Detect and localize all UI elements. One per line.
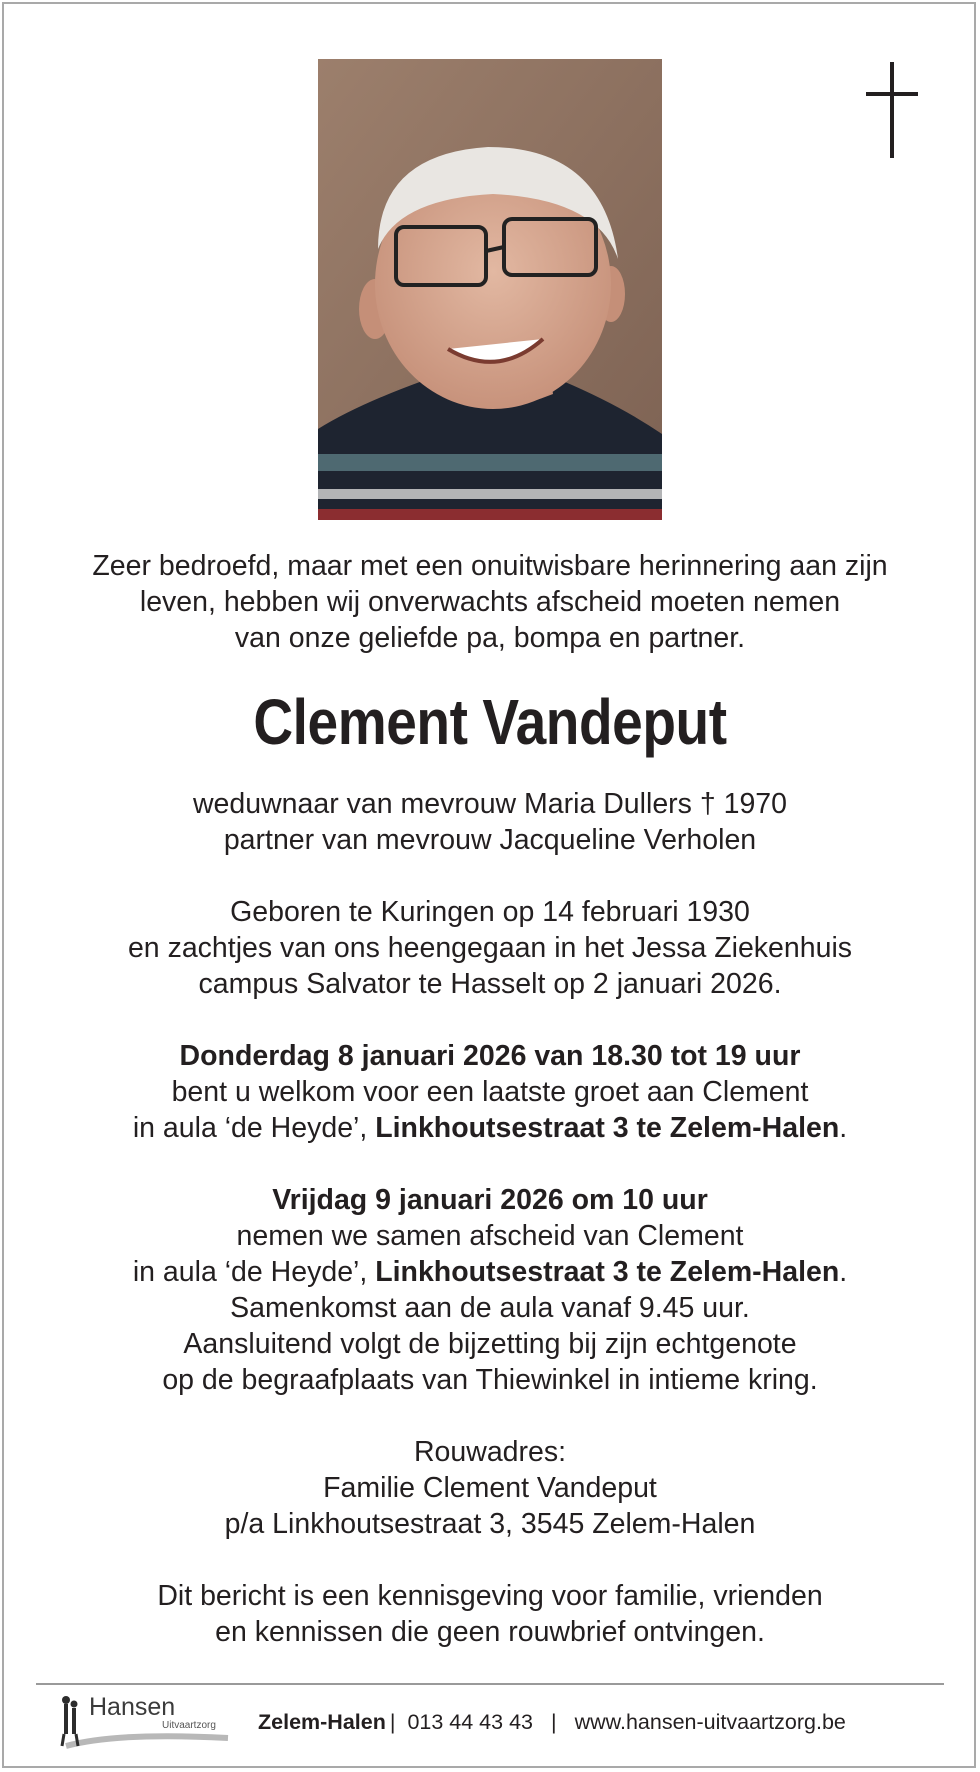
birth-death-line: Geboren te Kuringen op 14 februari 1930 xyxy=(230,896,750,928)
ceremony-line: Aansluitend volgt de bijzetting bij zijn echtgenote xyxy=(183,1328,797,1360)
address-line: p/a Linkhoutsestraat 3, 3545 Zelem-Halen xyxy=(224,1508,756,1540)
footer xyxy=(58,1686,938,1756)
ceremony-location: in aula ‘de Heyde’, Linkhoutsestraat 3 te Zelem-Halen. xyxy=(132,1256,848,1288)
visitation-location: in aula ‘de Heyde’, Linkhoutsestraat 3 te Zelem-Halen. xyxy=(132,1112,848,1144)
portrait-photo xyxy=(318,59,662,520)
footer-divider xyxy=(36,1683,944,1685)
relation-line: weduwnaar van mevrouw Maria Dullers † 1970 xyxy=(192,788,788,820)
visitation-line: bent u welkom voor een laatste groet aan Clement xyxy=(171,1076,809,1108)
intro-line: van onze geliefde pa, bompa en partner. xyxy=(234,622,746,654)
footer-contact xyxy=(258,1710,846,1735)
visitation-date: Donderdag 8 januari 2026 van 18.30 tot 19 uur xyxy=(179,1040,801,1072)
notice-line: en kennissen die geen rouwbrief ontvingen. xyxy=(215,1616,765,1648)
birth-death-line: en zachtjes van ons heengegaan in het Jessa Ziekenhuis xyxy=(127,932,853,964)
logo-name: Hansen xyxy=(89,1693,176,1721)
ceremony-line: Samenkomst aan de aula vanaf 9.45 uur. xyxy=(230,1292,750,1324)
birth-death-line: campus Salvator te Hasselt op 2 januari 2026. xyxy=(198,968,782,1000)
address-line: Rouwadres: xyxy=(413,1436,567,1468)
obituary-text xyxy=(20,548,960,1650)
ceremony-line: nemen we samen afscheid van Clement xyxy=(236,1220,744,1252)
ceremony-line: op de begraafplaats van Thiewinkel in intieme kring. xyxy=(162,1364,818,1396)
intro-line: leven, hebben wij onverwachts afscheid moeten nemen xyxy=(139,586,841,618)
deceased-name: Clement Vandeput xyxy=(253,686,727,758)
footer-separator: | xyxy=(551,1710,557,1734)
cross-icon xyxy=(862,62,922,158)
logo-subtitle: Uitvaartzorg xyxy=(162,1720,216,1731)
footer-phone[interactable]: 013 44 43 43 xyxy=(407,1710,533,1734)
address-line: Familie Clement Vandeput xyxy=(323,1472,657,1504)
footer-city: Zelem-Halen xyxy=(258,1710,386,1734)
intro-line: Zeer bedroefd, maar met een onuitwisbare herinnering aan zijn xyxy=(92,550,888,582)
relation-line: partner van mevrouw Jacqueline Verholen xyxy=(223,824,757,856)
ceremony-date: Vrijdag 9 januari 2026 om 10 uur xyxy=(272,1184,708,1216)
footer-website-link[interactable]: www.hansen-uitvaartzorg.be xyxy=(574,1710,846,1734)
hansen-logo xyxy=(58,1686,238,1756)
notice-line: Dit bericht is een kennisgeving voor familie, vrienden xyxy=(157,1580,823,1612)
footer-separator: | xyxy=(389,1710,396,1734)
